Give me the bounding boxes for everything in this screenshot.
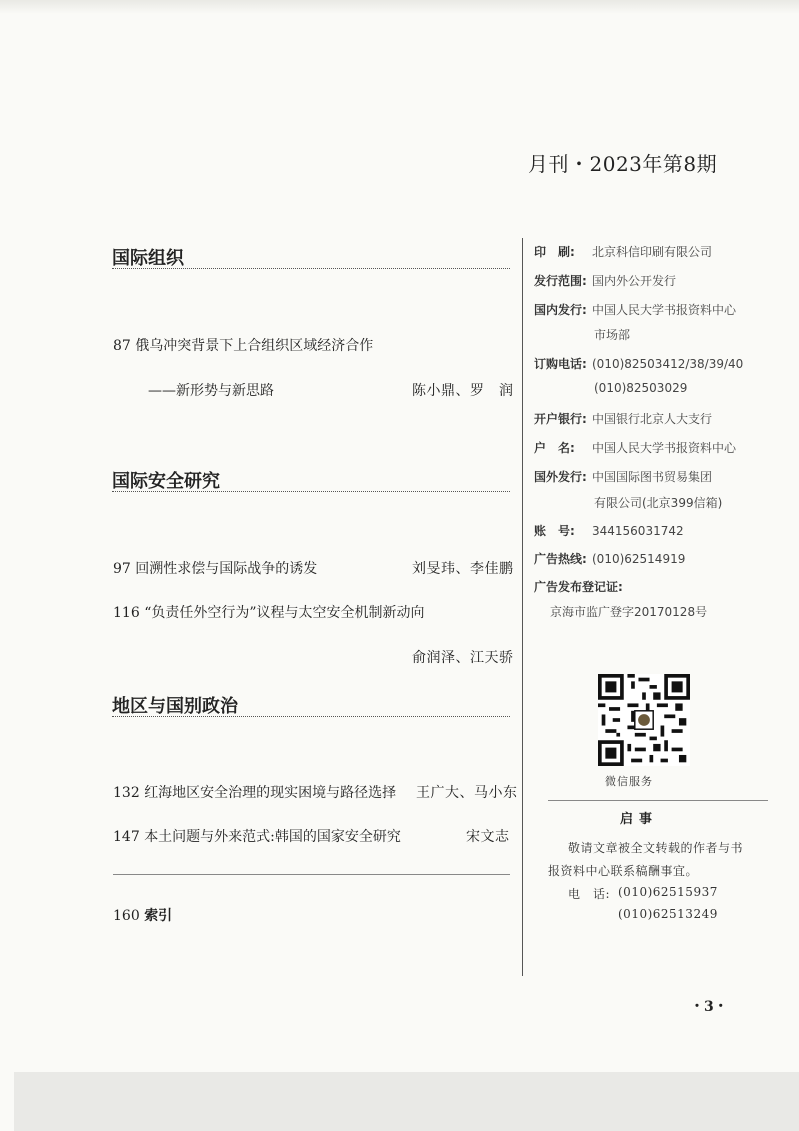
info-key: 户 名: [534,441,575,455]
info-value-cont: (010)82503029 [594,381,688,395]
info-key: 国内发行: [534,303,587,317]
info-key: 发行范围: [534,274,587,288]
info-key: 账 号: [534,524,575,538]
info-key: 广告热线: [534,552,587,566]
section-divider [112,716,510,717]
article-entry[interactable] [113,602,425,622]
section-title: 国际组织 [112,248,184,269]
article-page: 87 [113,338,131,354]
section-title: 地区与国别政治 [112,696,238,717]
article-title: 俄乌冲突背景下上合组织区域经济合作 [135,338,374,354]
article-authors: 陈小鼎、罗 润 [412,383,514,399]
scan-bottom-shadow [14,1072,799,1131]
article-entry[interactable] [113,826,401,846]
notice-line: 报资料中心联系稿酬事宜。 [548,864,699,878]
info-value: 344156031742 [592,524,684,538]
info-ad-hotline [534,550,685,567]
info-value: 北京科信印刷有限公司 [592,245,713,259]
info-value-cont: 有限公司(北京399信箱) [594,496,723,510]
info-domestic [534,301,736,318]
notice-title: 启事 [620,812,659,827]
index-page: 160 [113,908,140,924]
article-authors: 王广大、马小东 [416,785,518,801]
info-key: 国外发行: [534,470,587,484]
notice-phone: (010)62515937 [618,885,718,899]
qr-label: 微信服务 [605,775,653,788]
info-print [534,243,712,260]
column-divider [522,238,523,976]
article-page: 116 [113,605,140,621]
info-value: 中国银行北京人大支行 [592,412,713,426]
article-title: 红海地区安全治理的现实困境与路径选择 [144,785,397,801]
article-subtitle: ——新形势与新思路 [148,383,274,399]
article-page: 132 [113,785,140,801]
section-title: 国际安全研究 [112,471,220,492]
info-key: 印 刷: [534,245,575,259]
section-divider [112,268,510,269]
article-title: 本土问题与外来范式:韩国的国家安全研究 [144,829,401,845]
issue-line: 月刊・2023年第8期 [528,152,718,176]
notice-phone: (010)62513249 [618,907,718,921]
scan-top-shadow [0,0,799,14]
article-entry[interactable] [113,782,396,802]
info-order-phone [534,355,743,372]
ad-cert-number: 京海市监广登字20170128号 [550,605,708,619]
info-value: 中国人民大学书报资料中心 [592,441,737,455]
info-value: (010)82503412/38/39/40 [592,357,744,371]
index-label: 索引 [144,908,173,924]
article-entry[interactable] [113,335,373,355]
info-key: 开户银行: [534,412,587,426]
article-authors: 俞润泽、江天骄 [412,650,514,666]
info-value: (010)62514919 [592,552,686,566]
article-title: “负责任外空行为”议程与太空安全机制新动向 [144,605,425,621]
info-ad-cert-label [534,578,623,595]
info-foreign [534,468,712,485]
article-entry[interactable] [113,558,317,578]
index-divider [113,874,510,875]
section-divider [112,491,510,492]
index-entry[interactable] [113,905,172,925]
notice-phone-label: 电 话: [568,887,611,901]
article-authors: 宋文志 [466,829,510,845]
article-page: 97 [113,561,131,577]
info-account-name [534,439,736,456]
info-value-cont: 市场部 [594,328,631,342]
qr-code-icon[interactable] [598,674,690,766]
notice-line: 敬请文章被全文转载的作者与书 [568,841,744,855]
info-value: 中国国际图书贸易集团 [592,470,713,484]
info-key: 订购电话: [534,357,587,371]
info-scope [534,272,676,289]
info-bank [534,410,712,427]
info-account-number [534,522,684,539]
article-page: 147 [113,829,140,845]
article-title: 回溯性求偿与国际战争的诱发 [135,561,318,577]
info-key: 广告发布登记证: [534,580,623,594]
notice-divider [548,800,768,801]
page-number: ・3・ [690,999,728,1015]
info-value: 中国人民大学书报资料中心 [592,303,737,317]
info-value: 国内外公开发行 [592,274,677,288]
article-authors: 刘旻玮、李佳鹏 [412,561,514,577]
